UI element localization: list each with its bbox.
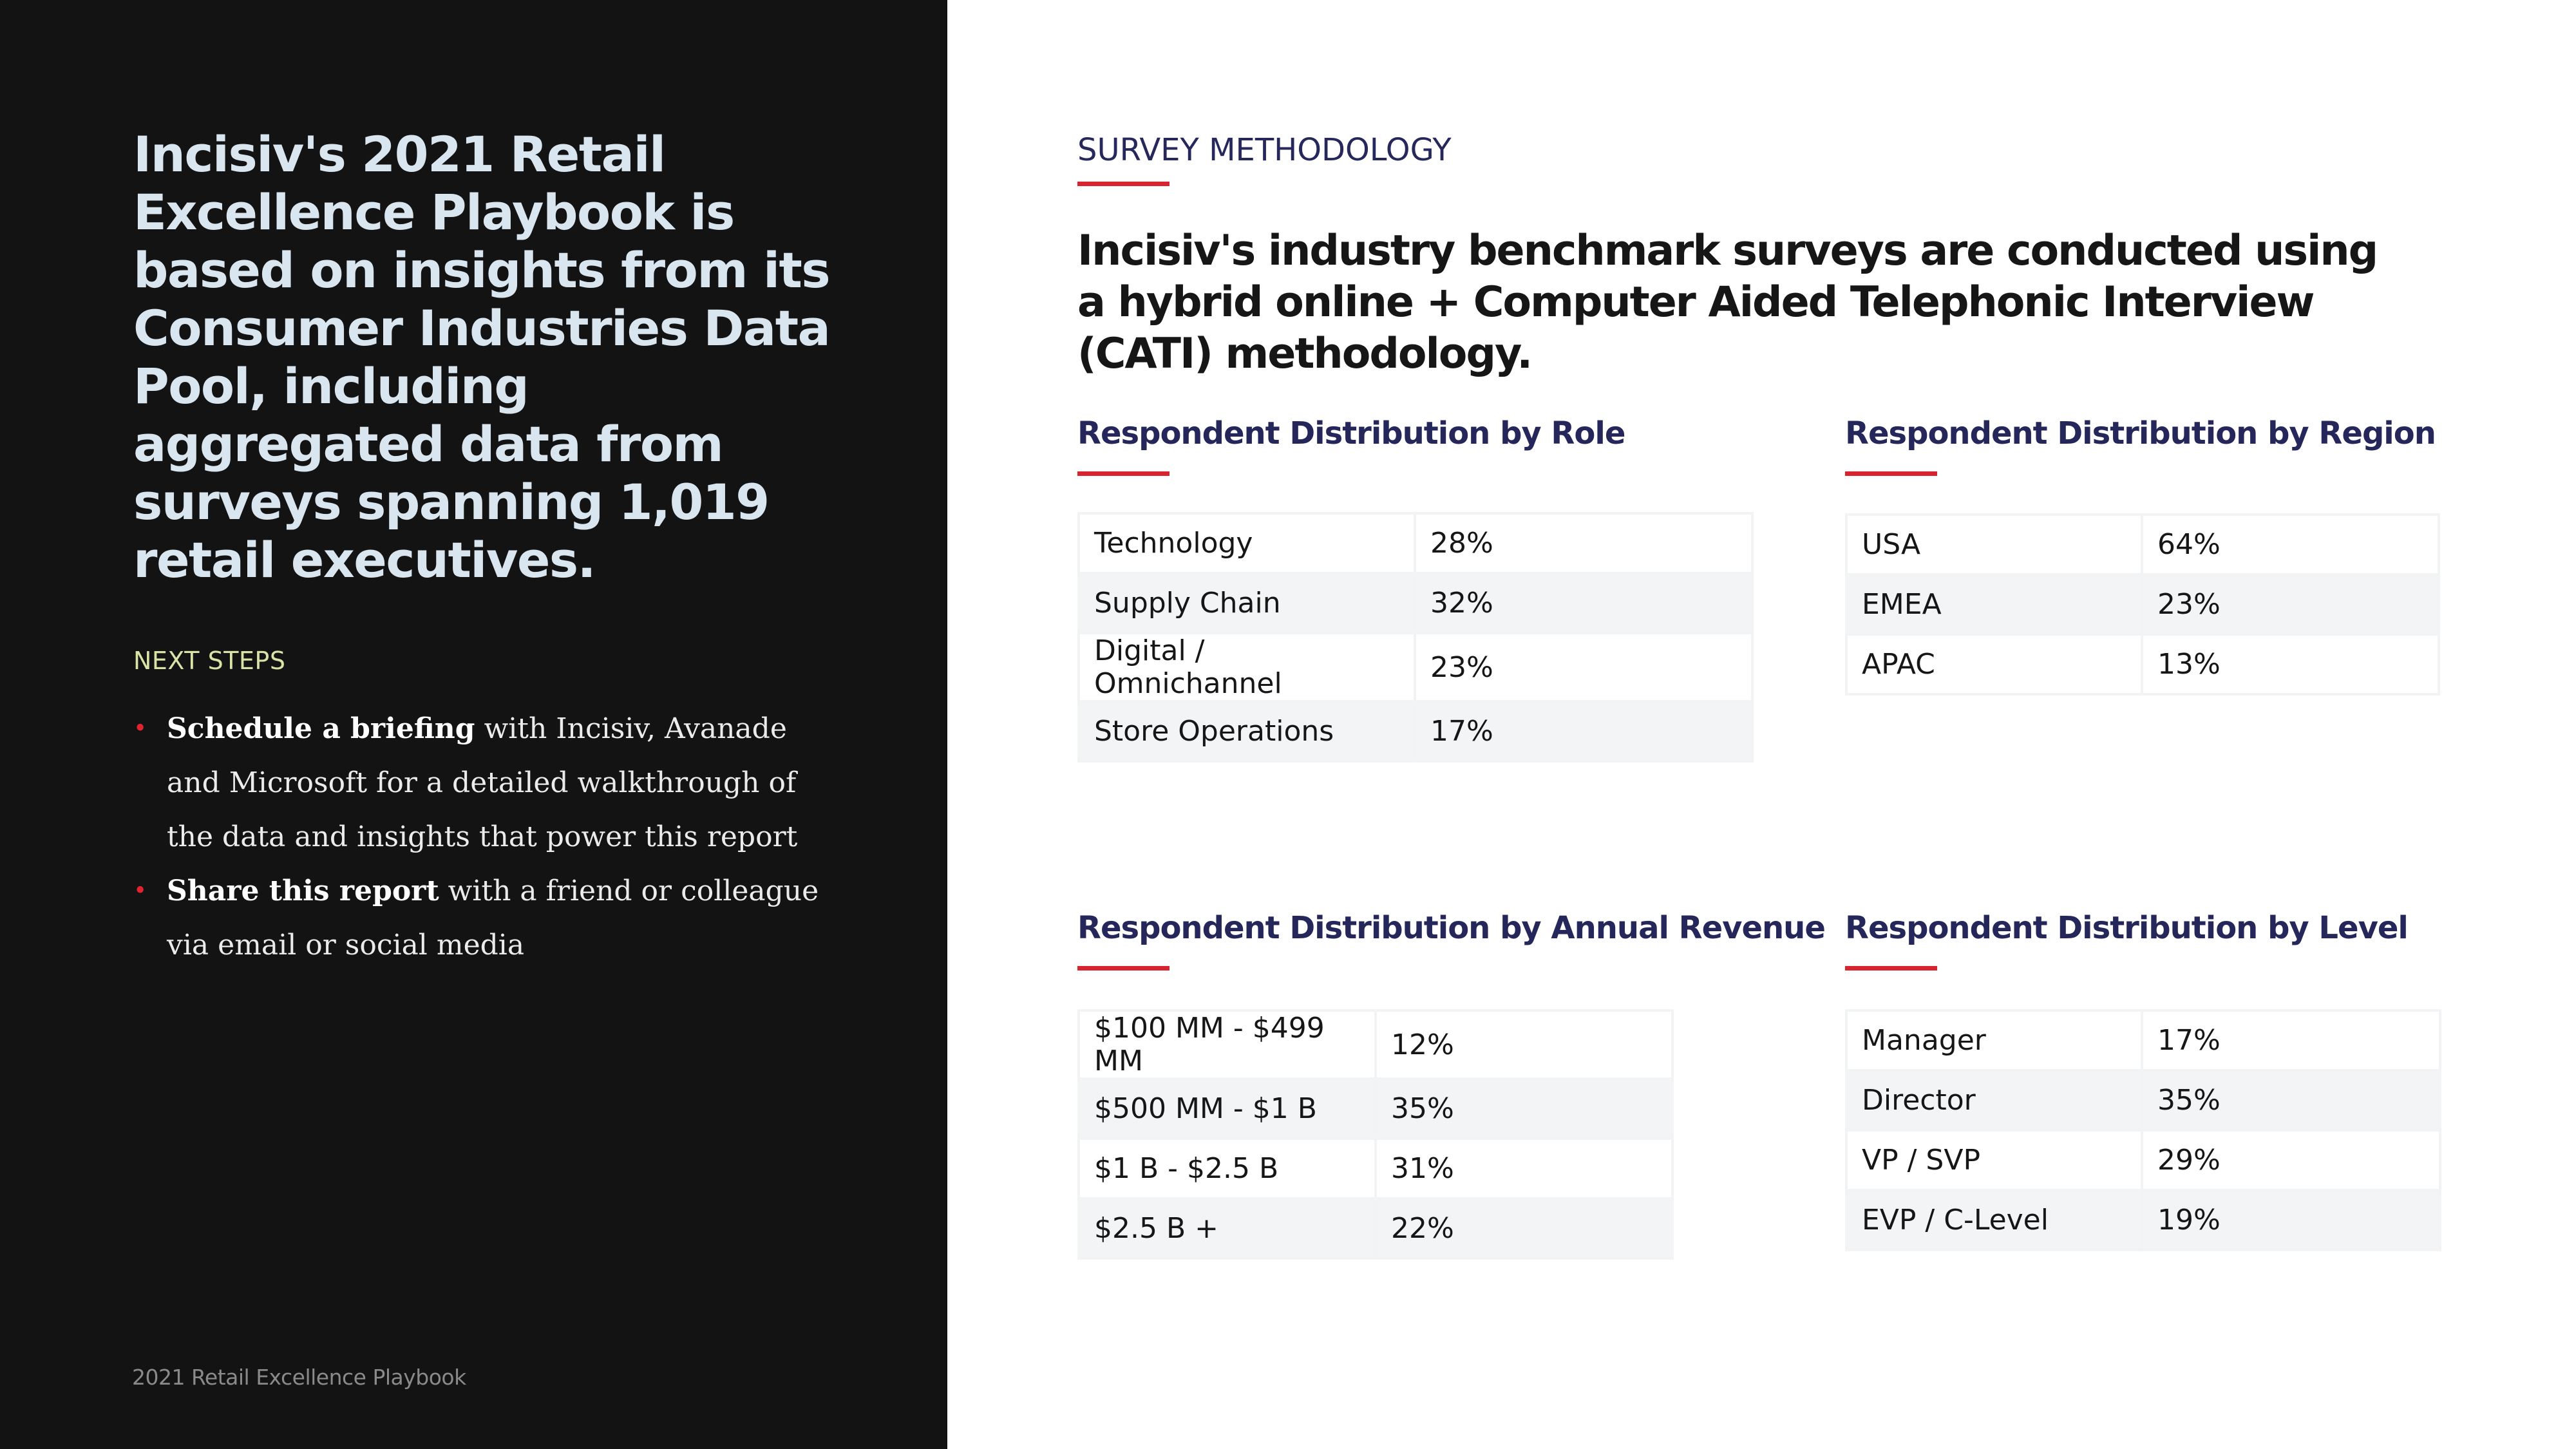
region-distribution-title: Respondent Distribution by Region bbox=[1845, 415, 2436, 451]
row-value: 13% bbox=[2142, 634, 2439, 694]
row-label: Supply Chain bbox=[1079, 573, 1415, 633]
table-row bbox=[1079, 573, 1752, 633]
revenue-distribution-table bbox=[1077, 1009, 1674, 1260]
table-row bbox=[1846, 574, 2439, 634]
left-panel bbox=[0, 0, 947, 1449]
headline: Incisiv's 2021 Retail Excellence Playbook is based on insights from its Consumer Industries Data Pool, including aggregated data from surveys spanning 1,019 retail executives. bbox=[133, 126, 830, 589]
table-row bbox=[1846, 515, 2439, 574]
row-label: APAC bbox=[1846, 634, 2142, 694]
table-row bbox=[1079, 1198, 1672, 1258]
table-row bbox=[1846, 1010, 2440, 1070]
row-value: 28% bbox=[1415, 513, 1752, 573]
level-distribution-title: Respondent Distribution by Level bbox=[1845, 910, 2408, 946]
revenue-title-divider bbox=[1077, 966, 1170, 971]
role-distribution-table bbox=[1077, 512, 1754, 762]
row-label: $500 MM - $1 B bbox=[1079, 1079, 1376, 1139]
table-row bbox=[1079, 513, 1752, 573]
row-label: Manager bbox=[1846, 1010, 2142, 1070]
row-label: EMEA bbox=[1846, 574, 2142, 634]
row-label: Technology bbox=[1079, 513, 1415, 573]
row-label: Store Operations bbox=[1079, 701, 1415, 761]
row-value: 23% bbox=[1415, 633, 1752, 701]
step-text: with Incisiv, Avanade and Microsoft for a detailed walkthrough of the data and insights that power this report bbox=[167, 712, 798, 853]
table-row bbox=[1079, 1010, 1672, 1079]
row-label: Digital / Omnichannel bbox=[1079, 633, 1415, 701]
row-value: 19% bbox=[2142, 1190, 2440, 1250]
table-row bbox=[1846, 1130, 2440, 1190]
role-distribution-title: Respondent Distribution by Role bbox=[1077, 415, 1625, 451]
step-schedule-briefing bbox=[133, 702, 842, 864]
table-row bbox=[1079, 633, 1752, 701]
revenue-distribution-title: Respondent Distribution by Annual Revenue bbox=[1077, 910, 1825, 946]
row-value: 64% bbox=[2142, 515, 2439, 574]
row-label: Director bbox=[1846, 1070, 2142, 1130]
step-text: with a friend or colleague via email or social media bbox=[167, 875, 819, 961]
row-value: 17% bbox=[2142, 1010, 2440, 1070]
table-row bbox=[1079, 1139, 1672, 1198]
bullet-icon: • bbox=[133, 878, 147, 904]
row-label: VP / SVP bbox=[1846, 1130, 2142, 1190]
level-distribution-table bbox=[1845, 1009, 2441, 1251]
bullet-icon: • bbox=[133, 715, 147, 742]
row-label: USA bbox=[1846, 515, 2142, 574]
table-row bbox=[1079, 701, 1752, 761]
row-label: $2.5 B + bbox=[1079, 1198, 1376, 1258]
section-eyebrow: SURVEY METHODOLOGY bbox=[1077, 132, 1452, 168]
row-value: 31% bbox=[1376, 1139, 1672, 1198]
eyebrow-divider bbox=[1077, 182, 1170, 186]
level-title-divider bbox=[1845, 966, 1937, 971]
row-value: 35% bbox=[1376, 1079, 1672, 1139]
row-value: 32% bbox=[1415, 573, 1752, 633]
next-steps-label: NEXT STEPS bbox=[133, 647, 286, 675]
row-label: $1 B - $2.5 B bbox=[1079, 1139, 1376, 1198]
lead-statement: Incisiv's industry benchmark surveys are conducted using a hybrid online + Computer Aided Telephonic Interview (CATI) methodology. bbox=[1077, 227, 2378, 378]
row-label: $100 MM - $499 MM bbox=[1079, 1010, 1376, 1079]
row-value: 17% bbox=[1415, 701, 1752, 761]
next-steps-list bbox=[133, 702, 842, 972]
table-row bbox=[1846, 634, 2439, 694]
row-value: 23% bbox=[2142, 574, 2439, 634]
row-label: EVP / C-Level bbox=[1846, 1190, 2142, 1250]
step-share-report bbox=[133, 864, 842, 972]
footer-text: 2021 Retail Excellence Playbook bbox=[132, 1365, 466, 1390]
role-title-divider bbox=[1077, 471, 1170, 476]
table-row bbox=[1079, 1079, 1672, 1139]
row-value: 22% bbox=[1376, 1198, 1672, 1258]
step-bold-text: Schedule a briefing bbox=[167, 712, 475, 745]
row-value: 29% bbox=[2142, 1130, 2440, 1190]
table-row bbox=[1846, 1070, 2440, 1130]
region-distribution-table bbox=[1845, 513, 2440, 696]
row-value: 12% bbox=[1376, 1010, 1672, 1079]
step-bold-text: Share this report bbox=[167, 875, 439, 907]
row-value: 35% bbox=[2142, 1070, 2440, 1130]
table-row bbox=[1846, 1190, 2440, 1250]
region-title-divider bbox=[1845, 471, 1937, 476]
